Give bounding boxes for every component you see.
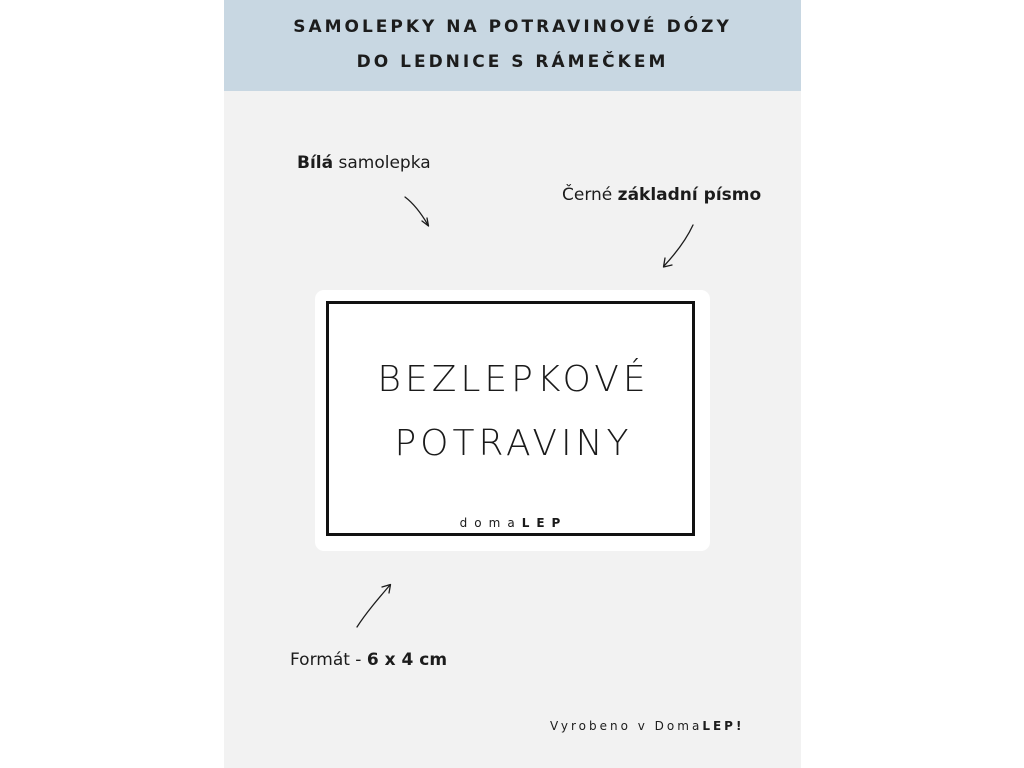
- arrow-icon: [400, 193, 434, 231]
- poster-page: [224, 0, 801, 768]
- footer-credit: [550, 719, 744, 733]
- annotation-black-font: [562, 185, 761, 205]
- annotation-white-bold: Bílá: [297, 153, 334, 173]
- sticker-text-line-2: POTRAVINY: [394, 423, 633, 464]
- sticker-brand-bold: LEP: [521, 516, 568, 530]
- sticker-brand: [329, 516, 698, 530]
- annotation-white-text: samolepka: [333, 153, 431, 173]
- arrow-icon: [657, 220, 699, 272]
- annotation-black-bold: základní písmo: [617, 185, 762, 205]
- header-title-line-1: SAMOLEPKY NA POTRAVINOVÉ DÓZY: [293, 17, 732, 37]
- annotation-format-bold: 6 x 4 cm: [366, 650, 448, 670]
- annotation-white-sticker: [297, 153, 431, 173]
- footer-brand-bold: LEP!: [702, 719, 745, 733]
- sticker-brand-light: doma: [459, 516, 522, 530]
- annotation-format: [290, 650, 447, 670]
- footer-text: Vyrobeno v Doma: [550, 719, 703, 733]
- annotation-format-text: Formát -: [290, 650, 367, 670]
- annotation-black-text: Černé: [562, 185, 618, 205]
- sticker-frame: [326, 301, 695, 536]
- arrow-icon: [352, 579, 396, 633]
- header-title-line-2: DO LEDNICE S RÁMEČKEM: [356, 52, 669, 72]
- header-banner: [224, 0, 801, 91]
- sticker-preview: [315, 290, 710, 551]
- sticker-text-line-1: BEZLEPKOVÉ: [377, 359, 650, 400]
